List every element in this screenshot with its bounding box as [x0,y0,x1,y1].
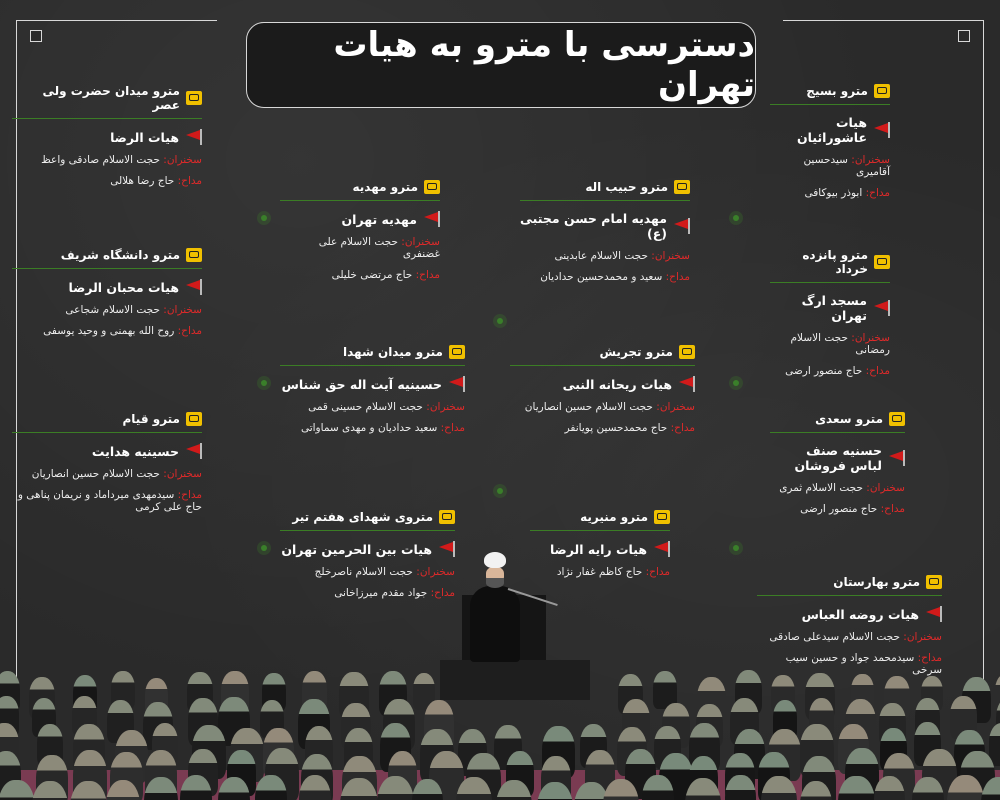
maddah-value: سیدمحمد جواد و حسین سیب سرخی [785,652,942,676]
heyat-block [770,248,890,377]
red-flag-icon [185,443,202,459]
red-flag-icon [873,122,890,138]
maddah-value: حاج منصور ارضی [785,365,863,377]
speaker-label: سخنران: [866,482,905,494]
heyat-block [12,84,202,187]
speaker-beard [486,578,504,588]
metro-icon [679,345,695,359]
red-flag-icon [448,376,465,392]
heyat-block [12,412,202,513]
heyat-name [280,211,440,227]
red-flag-icon [673,218,690,234]
speaker-label: سخنران: [416,566,455,578]
heyat-name-label: مسجد ارگ تهران [801,293,867,323]
speaker-line [12,154,202,166]
metro-station-label: مترو مهدیه [352,180,418,194]
speaker-label: سخنران: [851,332,890,344]
heyat-name [520,211,690,241]
maddah-value: حاج کاظم غفار نژاد [556,566,643,578]
speaker-line [770,332,890,356]
speaker-line [510,401,695,413]
maddah-label: مداح: [177,325,202,337]
heyat-name-label: هیات عاشورائیان [796,115,867,145]
maddah-line [770,187,890,199]
metro-station [280,345,465,366]
speaker-label: سخنران: [903,631,942,643]
maddah-line [12,325,202,337]
red-flag-icon [888,450,905,466]
speaker-value: حجت الاسلام حسینی قمی [308,401,423,413]
red-flag-icon [185,279,202,295]
speaker-label: سخنران: [851,154,890,166]
speaker-value: حجت الاسلام ناصرخلج [314,566,413,578]
frame-corner-ornament [30,30,42,42]
heyat-block [280,510,455,599]
speaker-label: سخنران: [656,401,695,413]
red-flag-icon [653,541,670,557]
metro-station [520,180,690,201]
speaker-value: حجت الاسلام ثمری [779,482,863,494]
maddah-value: جواد مقدم میرزاخانی [334,587,428,599]
speaker-label: سخنران: [401,236,440,248]
crowd-photo [0,660,1000,800]
metro-station-label: مترو پانزده خرداد [802,248,868,276]
maddah-value: حاج منصور ارضی [800,503,878,515]
heyat-name-label: هیات روضه العباس [801,606,919,622]
speaker-line [280,566,455,578]
metro-station [510,345,695,366]
maddah-value: حاج رضا هلالی [110,175,175,187]
heyat-name [12,279,202,295]
divider-dot [261,380,267,386]
divider-dot [733,380,739,386]
heyat-name-label: هیات محبان الرضا [68,279,179,295]
metro-station [12,248,202,269]
metro-station-label: مترو قیام [122,412,180,426]
heyat-name [757,606,942,622]
speaker-line [770,154,890,178]
speaker-value: حجت الاسلام علی غضنفری [318,236,440,260]
maddah-label: مداح: [670,422,695,434]
maddah-label: مداح: [430,587,455,599]
maddah-label: مداح: [177,489,202,501]
speaker-value: حجت الاسلام عابدینی [554,250,648,262]
maddah-label: مداح: [665,271,690,283]
heyat-block [770,84,890,199]
metro-station [770,248,890,283]
heyat-name-label: هیات الرضا [110,129,179,145]
maddah-label: مداح: [917,652,942,664]
heyat-name-label: حسینیه هدایت [91,443,179,459]
metro-station [770,412,905,433]
heyat-name-label: هیات رایه الرضا [549,541,647,557]
heyat-name [280,376,465,392]
maddah-value: سیدمهدی میرداماد و نریمان پناهی و حاج علی کرمی [17,489,202,513]
speaker-line [520,250,690,262]
metro-icon [654,510,670,524]
maddah-label: مداح: [645,566,670,578]
maddah-label: مداح: [865,365,890,377]
heyat-name-label: هیات بین الحرمین تهران [281,541,432,557]
heyat-name-label: مهدیه امام حسن مجتبی (ع) [520,211,667,241]
maddah-value: حاج محمدحسین پویانفر [564,422,668,434]
speaker-line [770,482,905,494]
page-title: دسترسی با مترو به هیات تهران [333,25,755,105]
metro-station-label: مترو بهارستان [833,575,920,589]
metro-station [757,575,942,596]
speaker-value: حجت الاسلام شجاعی [65,304,160,316]
speaker-line [757,631,942,643]
metro-station [12,412,202,433]
divider-dot [261,215,267,221]
metro-station-label: مترو بسیج [806,84,868,98]
maddah-label: مداح: [880,503,905,515]
maddah-line [280,422,465,434]
metro-station [770,84,890,105]
metro-icon [439,510,455,524]
speaker-value: حجت الاسلام سیدعلی صادقی [769,631,900,643]
maddah-value: سعید حدادیان و مهدی سماواتی [300,422,438,434]
speaker-value: حجت الاسلام حسین انصاریان [524,401,653,413]
maddah-line [510,422,695,434]
metro-station-label: مترو سعدی [815,412,883,426]
metro-station-label: مترو دانشگاه شریف [60,248,180,262]
red-flag-icon [423,211,440,227]
white-turban [484,552,506,568]
divider-dot [497,488,503,494]
heyat-block [280,345,465,434]
speaker-label: سخنران: [163,304,202,316]
heyat-name [770,115,890,145]
speaker-value: حجت الاسلام رمضانی [790,332,890,356]
heyat-block [530,510,670,578]
metro-icon [874,84,890,98]
divider-dot [261,545,267,551]
speaker-label: سخنران: [163,468,202,480]
red-flag-icon [925,606,942,622]
heyat-block [520,180,690,283]
divider-dot [733,545,739,551]
heyat-name-label: هیات ریحانه النبی [562,376,672,392]
metro-station [280,180,440,201]
maddah-label: مداح: [865,187,890,199]
metro-station-label: مترو میدان حضرت ولی عصر [42,84,180,112]
red-flag-icon [873,300,890,316]
heyat-name [530,541,670,557]
maddah-line [280,587,455,599]
maddah-label: مداح: [440,422,465,434]
cleric-speaker [470,552,520,662]
heyat-name [280,541,455,557]
maddah-line [520,271,690,283]
heyat-block [280,180,440,281]
metro-icon [926,575,942,589]
maddah-line [770,503,905,515]
maddah-value: حاج مرتضی خلیلی [331,269,413,281]
metro-icon [449,345,465,359]
speaker-line [12,304,202,316]
frame-corner-ornament [958,30,970,42]
red-flag-icon [185,129,202,145]
speaker-label: سخنران: [163,154,202,166]
maddah-value: ابوذر بیوکافی [804,187,863,199]
speaker-value: حجت الاسلام صادقی واعظ [41,154,160,166]
metro-station-label: متروی شهدای هفتم تیر [292,510,433,524]
speaker-line [280,401,465,413]
heyat-name [12,129,202,145]
maddah-line [12,489,202,513]
metro-icon [674,180,690,194]
metro-icon [186,248,202,262]
heyat-name [770,293,890,323]
metro-station-label: مترو حبیب اله [585,180,668,194]
title-banner [246,22,756,108]
heyat-block [770,412,905,515]
metro-icon [874,255,890,269]
maddah-line [770,365,890,377]
metro-icon [186,91,202,105]
heyat-name [12,443,202,459]
speaker-line [12,468,202,480]
divider-dot [733,215,739,221]
maddah-line [530,566,670,578]
metro-station [280,510,455,531]
metro-station-label: مترو میدان شهدا [343,345,443,359]
heyat-name-label: مهدیه تهران [341,211,417,227]
speaker-label: سخنران: [651,250,690,262]
red-flag-icon [438,541,455,557]
metro-station [12,84,202,119]
heyat-name-label: حسنیه صنف لباس فروشان [794,443,882,473]
speaker-line [280,236,440,260]
metro-icon [424,180,440,194]
maddah-value: روح الله بهمنی و وحید یوسفی [43,325,175,337]
maddah-line [280,269,440,281]
maddah-label: مداح: [415,269,440,281]
speaker-value: سیدحسین آقامیری [803,154,890,178]
heyat-block [12,248,202,337]
speaker-value: حجت الاسلام حسین انصاریان [31,468,160,480]
metro-icon [889,412,905,426]
metro-station-label: مترو منیریه [580,510,648,524]
heyat-name [770,443,905,473]
maddah-line [12,175,202,187]
metro-station [530,510,670,531]
maddah-label: مداح: [177,175,202,187]
speaker-robe [470,586,520,662]
speaker-label: سخنران: [426,401,465,413]
divider-dot [497,318,503,324]
heyat-name [510,376,695,392]
metro-icon [186,412,202,426]
heyat-block [510,345,695,434]
heyat-name-label: حسینیه آیت اله حق شناس [281,376,442,392]
maddah-value: سعید و محمدحسین حدادیان [540,271,663,283]
metro-station-label: مترو تجریش [599,345,673,359]
red-flag-icon [678,376,695,392]
